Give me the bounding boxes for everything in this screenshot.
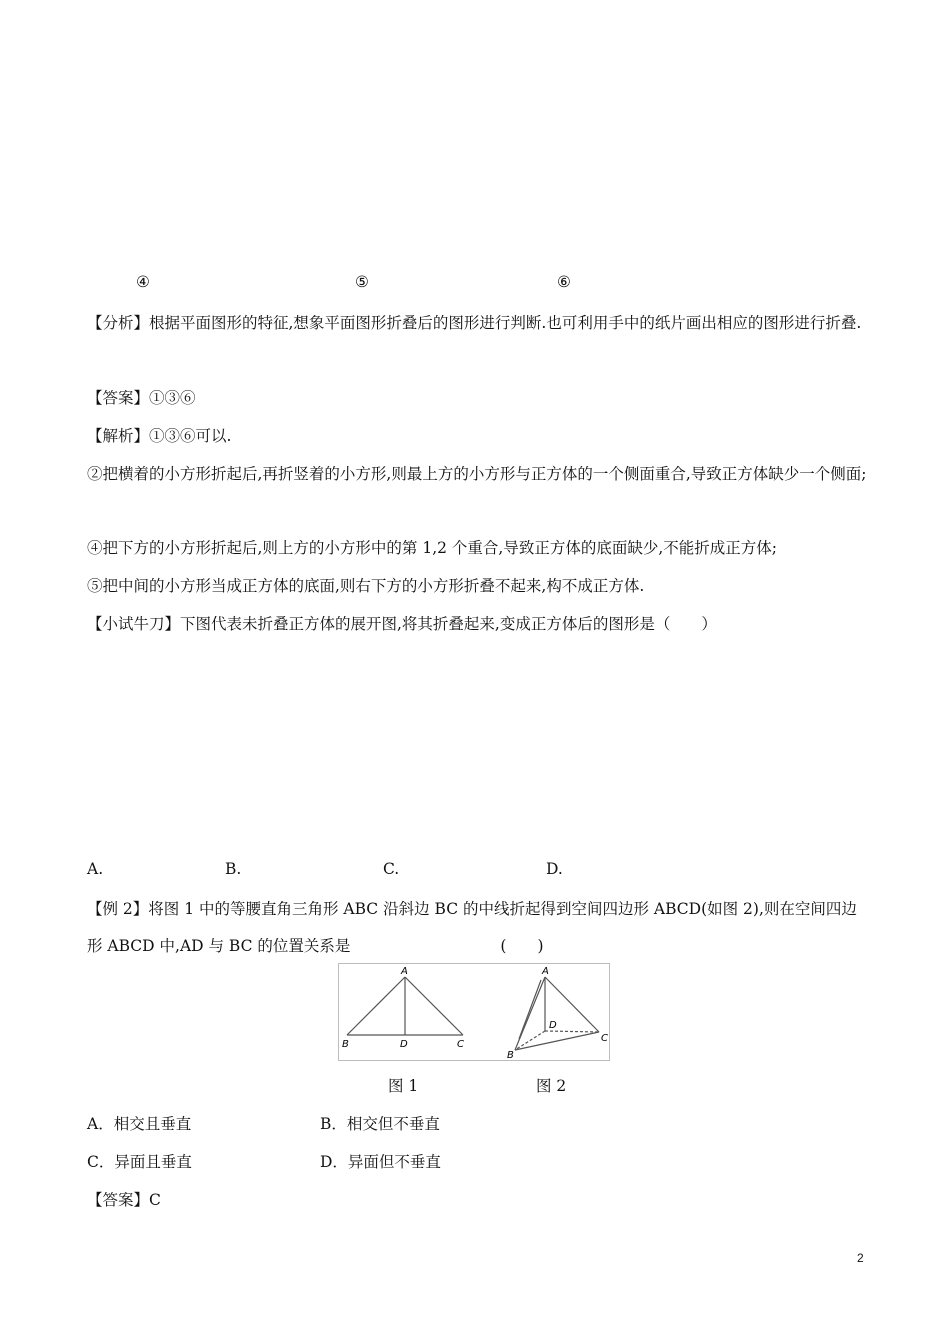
answer-line: 【答案】①③⑥ (87, 389, 196, 407)
trial-question: 【小试牛刀】下图代表未折叠正方体的展开图,将其折叠起来,变成正方体后的图形是（ ） (87, 615, 717, 633)
explanation-line-3: ④把下方的小方形折起后,则上方的小方形中的第 1,2 个重合,导致正方体的底面缺少,不能折成正方体; (87, 539, 778, 557)
explanation-line-2: ②把横着的小方形折起后,再折竖着的小方形,则最上方的小方形与正方体的一个侧面重合,导致正方体缺少一个侧面; (87, 465, 867, 483)
fig2-label-a: A (542, 966, 549, 977)
fig2-label-b: B (507, 1050, 514, 1061)
fig2-label-d: D (549, 1020, 557, 1031)
example2-option-d: D．异面但不垂直 (320, 1153, 441, 1171)
fig1-label-c: C (457, 1039, 464, 1050)
trial-option-b: B. (225, 860, 242, 878)
explanation-line-1: 【解析】①③⑥可以. (87, 427, 232, 445)
fig1-edge-ab (347, 977, 405, 1035)
fig2-edge-bc (515, 1032, 599, 1050)
example2-text: 【例 2】将图 1 中的等腰直角三角形 ABC 沿斜边 BC 的中线折起得到空间四边形 ABCD(如图 2),则在空间四边形 ABCD 中,AD 与 BC 的位置关系是 (87, 900, 857, 955)
example2-option-b: B．相交但不垂直 (320, 1115, 440, 1133)
fig2-edge-ab-shade (519, 980, 541, 1039)
example2-option-c: C．异面且垂直 (87, 1153, 192, 1171)
example2-paren: ( ) (500, 937, 544, 955)
trial-option-c: C. (383, 860, 400, 878)
example2-question (87, 891, 867, 965)
trial-option-a: A. (87, 860, 104, 878)
fig2-label-c: C (601, 1033, 608, 1044)
example2-answer: 【答案】C (87, 1191, 161, 1209)
analysis-paragraph: 【分析】根据平面图形的特征,想象平面图形折叠后的图形进行判断.也可利用手中的纸片画出相应的图形进行折叠. (87, 314, 862, 332)
figure-2-caption: 图 2 (536, 1077, 567, 1095)
fig1-edge-ac (405, 977, 463, 1035)
fig1-label-d: D (400, 1039, 408, 1050)
explanation-line-4: ⑤把中间的小方形当成正方体的底面,则右下方的小方形折叠不起来,构不成正方体. (87, 577, 645, 595)
fig1-label-b: B (342, 1039, 349, 1050)
triangle-figures (338, 963, 610, 1061)
fig2-edge-dc (545, 1031, 599, 1032)
figure-label-5: ⑤ (355, 273, 369, 291)
figure-label-4: ④ (136, 273, 150, 291)
trial-option-d: D. (546, 860, 563, 878)
figure-1-triangle (347, 977, 463, 1035)
page-number: 2 (857, 1251, 864, 1265)
fig1-label-a: A (401, 966, 408, 977)
example2-option-a: A．相交且垂直 (87, 1115, 192, 1133)
figure-2-tetrahedron (515, 977, 599, 1050)
figure-1-caption: 图 1 (388, 1077, 419, 1095)
triangle-figures-svg (339, 964, 611, 1062)
figure-label-6: ⑥ (557, 273, 571, 291)
